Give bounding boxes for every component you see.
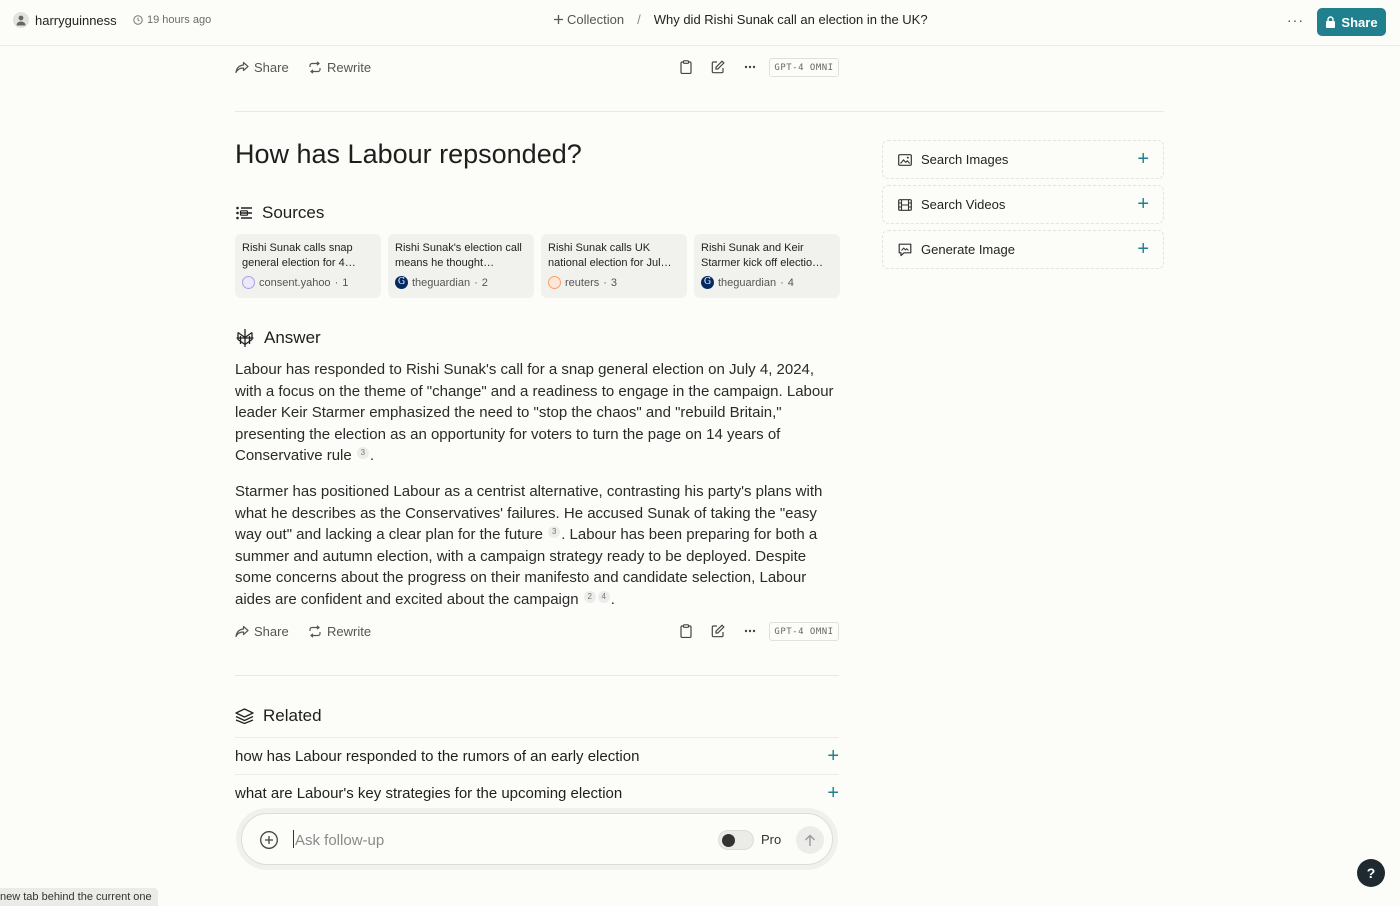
source-card[interactable] — [694, 234, 840, 298]
answer-paragraph: Labour has responded to Rishi Sunak's call for a snap general election on July 4, 2024, with a focus on the theme of "change" and a readiness to engage in the campaign. Labour leader Keir Starmer emphasized the need to "stop the chaos" and "rebuild Britain," presenting the election as an opportunity for voters to turn the page on 14 years of Conservative rule 3 . — [235, 361, 834, 465]
collection-link[interactable] — [553, 12, 624, 27]
divider — [235, 111, 1164, 112]
yahoo-favicon-icon — [242, 276, 255, 289]
share-action[interactable] — [235, 624, 289, 639]
rewrite-action-label: Rewrite — [327, 60, 372, 75]
help-button[interactable]: ? — [1357, 859, 1385, 887]
timestamp — [133, 14, 211, 26]
citation-badge[interactable]: 2 — [584, 591, 596, 603]
share-button-label: Share — [1341, 14, 1378, 30]
search-videos-button[interactable] — [882, 185, 1164, 224]
source-site: theguardian — [718, 276, 777, 289]
source-number: 1 — [342, 276, 349, 289]
more-options-button[interactable]: ··· — [1287, 12, 1304, 28]
generate-image-label: Generate Image — [921, 242, 1015, 257]
source-site: reuters — [565, 276, 600, 289]
action-row-top — [235, 58, 839, 78]
film-icon — [898, 199, 912, 211]
breadcrumb — [553, 12, 928, 27]
share-arrow-icon — [235, 61, 249, 74]
share-arrow-icon — [235, 625, 249, 638]
source-card[interactable] — [388, 234, 534, 298]
clipboard-icon[interactable] — [680, 624, 692, 638]
plus-icon: + — [1137, 238, 1149, 260]
share-action-label: Share — [254, 60, 289, 75]
clipboard-icon[interactable] — [680, 60, 692, 74]
related-item[interactable] — [235, 774, 839, 811]
source-title: Rishi Sunak calls UK national election for Jul… — [548, 242, 672, 269]
plus-icon[interactable]: + — [827, 744, 839, 767]
thread-title: Why did Rishi Sunak call an election in the UK? — [653, 12, 928, 27]
related-item[interactable] — [235, 737, 839, 774]
source-site: theguardian — [412, 276, 471, 289]
source-number: 3 — [610, 276, 618, 289]
share-action-label: Share — [254, 624, 289, 639]
source-meta: G theguardian · 4 — [701, 276, 833, 289]
search-videos-label: Search Videos — [921, 197, 1006, 212]
model-badge: GPT-4 OMNI — [769, 622, 839, 641]
answer-heading-label: Answer — [264, 328, 321, 347]
ask-input[interactable] — [293, 830, 384, 849]
plus-icon[interactable]: + — [827, 781, 839, 804]
action-row-bottom — [235, 622, 839, 642]
ask-input-placeholder: Ask follow-up — [295, 832, 385, 849]
rewrite-action[interactable] — [308, 60, 371, 75]
source-title: Rishi Sunak calls snap general election for 4… — [242, 242, 356, 269]
sources-heading — [235, 203, 324, 223]
sources-heading-label: Sources — [262, 203, 325, 222]
layers-icon — [235, 708, 254, 724]
top-bar — [0, 0, 1400, 46]
add-circle-icon[interactable] — [259, 830, 279, 850]
source-meta: reuters · 3 — [548, 276, 680, 289]
source-title: Rishi Sunak's election call means he thought… — [395, 242, 522, 269]
rewrite-action-label: Rewrite — [327, 624, 372, 639]
sources-list — [235, 234, 840, 298]
share-action[interactable] — [235, 60, 289, 75]
share-button[interactable] — [1317, 8, 1386, 36]
collection-label: Collection — [567, 12, 625, 27]
source-meta: G theguardian · 2 — [395, 276, 527, 289]
user-avatar-icon — [13, 12, 29, 28]
send-arrow-icon[interactable] — [796, 826, 824, 854]
time-ago: 19 hours ago — [147, 14, 212, 26]
source-number: 2 — [481, 276, 488, 289]
plus-icon: + — [1137, 193, 1149, 215]
related-heading — [235, 706, 322, 726]
citation-badge[interactable]: 3 — [357, 447, 369, 459]
more-dots-icon[interactable] — [744, 65, 756, 69]
related-heading-label: Related — [263, 706, 322, 725]
generate-image-icon — [898, 243, 912, 257]
source-meta: consent.yahoo · 1 — [242, 276, 374, 289]
generate-image-button[interactable] — [882, 230, 1164, 269]
answer-body — [235, 359, 839, 625]
related-item-label: how has Labour responded to the rumors of an early election — [235, 747, 640, 765]
more-dots-icon[interactable] — [744, 629, 756, 633]
plus-icon: + — [1137, 148, 1149, 170]
user-info[interactable] — [13, 12, 117, 28]
rewrite-icon — [308, 625, 322, 638]
search-images-button[interactable] — [882, 140, 1164, 179]
breadcrumb-separator: / — [637, 12, 641, 27]
edit-icon[interactable] — [711, 624, 725, 638]
image-icon — [898, 154, 912, 166]
divider — [235, 675, 839, 676]
citation-badge[interactable]: 4 — [598, 591, 610, 603]
reuters-favicon-icon — [548, 276, 561, 289]
source-number: 4 — [787, 276, 794, 289]
edit-icon[interactable] — [711, 60, 725, 74]
rewrite-icon — [308, 61, 322, 74]
status-bar: new tab behind the current one — [0, 888, 158, 906]
source-title: Rishi Sunak and Keir Starmer kick off electio… — [701, 242, 824, 269]
pro-toggle[interactable] — [718, 830, 754, 850]
answer-paragraph: Starmer has positioned Labour as a centrist alternative, contrasting his party's plans with what he describes as the Conservatives' failures. He accused Sunak of taking the "easy way out" and lacking a clear plan for the future 3 . Labour has been preparing for both a summer and autumn election, with a campaign strategy ready to be deployed. Despite some concerns about the progress on their manifesto and candidate selection, Labour aides are confident and excited about the campaign 2 4 . — [235, 482, 823, 608]
rewrite-action[interactable] — [308, 624, 371, 639]
source-site: consent.yahoo — [259, 276, 331, 289]
citation-badge[interactable]: 3 — [548, 526, 560, 538]
lock-icon — [1325, 16, 1336, 28]
clock-icon — [133, 15, 143, 25]
source-card[interactable] — [541, 234, 687, 298]
guardian-favicon-icon: G — [701, 276, 714, 289]
ask-follow-up-bar — [241, 813, 833, 865]
plus-icon — [553, 14, 564, 25]
page-title: How has Labour repsonded? — [235, 139, 582, 169]
answer-heading — [235, 328, 321, 348]
search-images-label: Search Images — [921, 152, 1009, 167]
guardian-favicon-icon: G — [395, 276, 408, 289]
model-badge: GPT-4 OMNI — [769, 58, 839, 77]
related-item-label: what are Labour's key strategies for the upcoming election — [235, 784, 623, 802]
sources-list-icon — [235, 205, 253, 221]
source-card[interactable] — [235, 234, 381, 298]
answer-logo-icon — [235, 328, 255, 348]
pro-label: Pro — [761, 832, 782, 847]
username: harryguinness — [35, 12, 117, 28]
